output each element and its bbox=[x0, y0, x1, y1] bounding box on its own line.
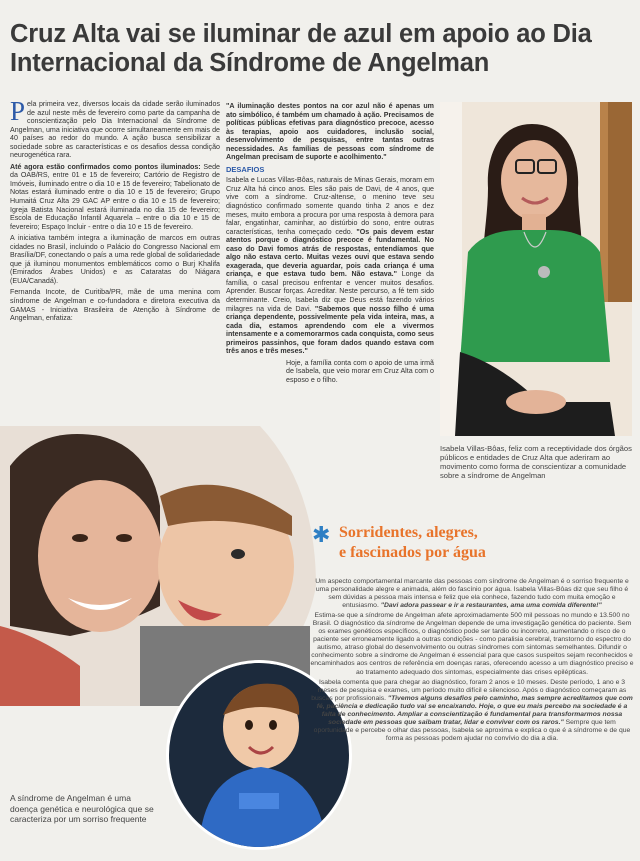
drop-cap: P bbox=[10, 96, 26, 126]
section-title-line-2: e fascinados por água bbox=[339, 544, 486, 561]
bottom-text-column bbox=[310, 578, 634, 745]
article-headline: Cruz Alta vai se iluminar de azul em apoio ao Dia Internacional da Síndrome de Angelman bbox=[10, 20, 592, 77]
subhead-desafios: DESAFIOS bbox=[226, 164, 265, 174]
desafios-paragraph-2: Hoje, a família conta com o apoio de uma irmã de Isabela, que veio morar em Cruz Alta com o esposo e o filho. bbox=[286, 358, 434, 384]
section-title bbox=[312, 523, 632, 563]
middle-text-column bbox=[226, 102, 434, 388]
bottom-paragraph-2: Estima-se que a síndrome de Angelman afete aproximadamente 500 mil pessoas no mundo e 13.500 no Brasil. O diagnóstico da síndrome de Angelman depende de uma investigação genética do paciente. Sem os exames genéticos específicos, o diagnóstico pode ser tardio ou incorreto, aumentando o risco de o paciente ser erroneamente ligado a outras condições - como paralisia cerebral, transtorno do espectro do autismo, atraso global do desenvolvimento ou outras síndromes com sintomas semelhantes. Difundir o conhecimento sobre a síndrome de Angelman é essencial para que casos suspeitos sejam reconhecidos e encaminhados aos centros de referência em doenças raras, oferecendo acesso a um diagnóstico preciso e ao tratamento adequado dos sintomas, especialmente das crises epilépticas. bbox=[310, 612, 634, 676]
locations-paragraph: Até agora estão confirmados como pontos iluminados: Sede da OAB/RS, entre 01 e 15 de fevereiro; Cartório de Registro de Imóveis, iluminado entre o dia 10 e 15 de fevereiro; Tabelionato de Notas estará iluminado entre o dia 10 e 15 de fevereiro; Grupo Humaitá Cruz Alta 29 GAC AP entre o dia 10 e 15 de fevereiro; Igreja Batista Nacional estará iluminada no dia 15 de fevereiro; Escola de Educação Infantil Aquarela – entre o dia 10 e 15 de fevereiro; Espaço Incluir - entre o dia 10 e 15 de fevereiro. bbox=[10, 162, 220, 231]
desafios-paragraph-1: Isabela e Lucas Villas-Bôas, naturais de Minas Gerais, moram em Cruz Alta há cinco anos. Eles são pais de Davi, de 4 anos, que vive com a síndrome. Cruz-altense, o menino teve seu diagnóstico confirmado somente quando tinha 2 anos e dez meses, muito embora a procura por uma resposta à demora para falar, engatinhar, caminhar, ao distúrbio do sono, entre outras características, tenha começado cedo. "Os pais devem estar atentos porque o diagnóstico precoce é fundamental. No caso do Davi fomos atrás de respostas, entendíamos que algo não estava certo. Muitas vezes ouvi que estava sendo exagerada, que deveria aguardar, pois cada criança é uma criança, e que estava tudo bem. Não estava." Longe da família, o casal precisou enfrentar e vencer muitos desafios. Aprender. Buscar forças. Acreditar. Neste percurso, a fé tem sido determinante. Creio, Isabela diz que Deus está fazendo vários milagres na vida de Davi. "Sabemos que nosso filho é uma criança dependente, possivelmente pela vida inteira, mas, a cada dia, estamos aprendendo com ele a vivermos intensamente e a comemorarmos cada conquista, como seus primeiros passinhos, que foram dados quando estava com três anos e três meses." bbox=[226, 176, 435, 356]
isabela-portrait-photo bbox=[440, 102, 632, 436]
bottom-left-caption: A síndrome de Angelman é uma doença genética e neurológica que se caracteriza por um sorriso frequente bbox=[10, 793, 154, 824]
quote-paragraph: "A iluminação destes pontos na cor azul não é apenas um ato simbólico, é também um chamado à ação. Precisamos de políticas públicas efetivas para diagnóstico precoce, acesso às terapias, apoio aos cuidadores, inclusão social, desenvolvimento de pesquisas, entre tantas outras necessidades. As famílias de pessoas com síndrome de Angelman precisam de suporte e acolhimento." bbox=[226, 102, 434, 162]
bottom-paragraph-1: Um aspecto comportamental marcante das pessoas com síndrome de Angelman é o sorriso frequente e uma personalidade alegre e animada, além do fascínio por água. Isabela Villas-Bôas diz que seu filho é sem dúvidas a pessoa mais intensa e feliz que ela conhece, fazendo tudo com muita emoção e entusiasmo. "Davi adora passear e ir a restaurantes, ama uma comida diferente!" bbox=[315, 578, 629, 610]
fernanda-paragraph: Fernanda Incote, de Curitiba/PR, mãe de uma menina com síndrome de Angelman e co-fundadora e diretora executiva da GAMAS - Iniciativa Brasileira de Atenção à Síndrome de Angelman, enfatiza: bbox=[10, 288, 220, 323]
bottom-paragraph-3: Isabela comenta que para chegar ao diagnóstico, foram 2 anos e 10 meses. Deste período, 1 ano e 3 meses de pesquisa e exames, um período muito difícil e silencioso. Após o diagnóstico começaram as buscas por profissionais. "Tivemos alguns desafios pelo caminho, mas sempre acreditamos que com fé, paciência e dedicação tudo vai se encaixando. Hoje, o que eu mais percebo na sociedade é a falta de conhecimento. Ampliar a conscientização é fundamental para transformarmos nossa sociedade em pessoas que saibam tratar, lidar e conviver com os raros." Sempre que tem oportunidade e percebe o olhar das pessoas, Isabela se aproxima e explica o que é a síndrome e de que forma as pessoas podem ajudar no convívio do dia a dia. bbox=[311, 678, 633, 742]
section-title-line-1: Sorridentes, alegres, bbox=[339, 524, 478, 541]
asterisk-icon: ✱ bbox=[312, 522, 331, 547]
left-text-column bbox=[10, 96, 220, 326]
intro-paragraph: Pela primeira vez, diversos locais da cidade serão iluminados de azul neste mês de fevereiro como parte da campanha de conscientização pelo Dia Internacional da Síndrome de Angelman, uma iniciativa que ocorre simultaneamente em mais de 40 países ao redor do mundo. A ação busca sensibilizar a sociedade sobre as características e os desafios dessa condição neurogenética rara. bbox=[10, 96, 220, 160]
landmarks-paragraph: A iniciativa também integra a iluminação de marcos em outras cidades no Brasil, incluindo o Palácio do Congresso Nacional em Brasília/DF, conectando o país a uma rede global de solidariedade que já iluminou monumentos emblemáticos como o Burj Khalifa (Emirados Árabes Unidos) e as Cataratas do Niágara (EUA/Canadá). bbox=[10, 234, 220, 285]
portrait-caption: Isabela Villas-Bôas, feliz com a receptividade dos órgãos públicos e entidades de Cruz Alta que aderiram ao movimento como forma de conscientizar a comunidade sobre a síndrome de Angelman bbox=[440, 444, 632, 480]
